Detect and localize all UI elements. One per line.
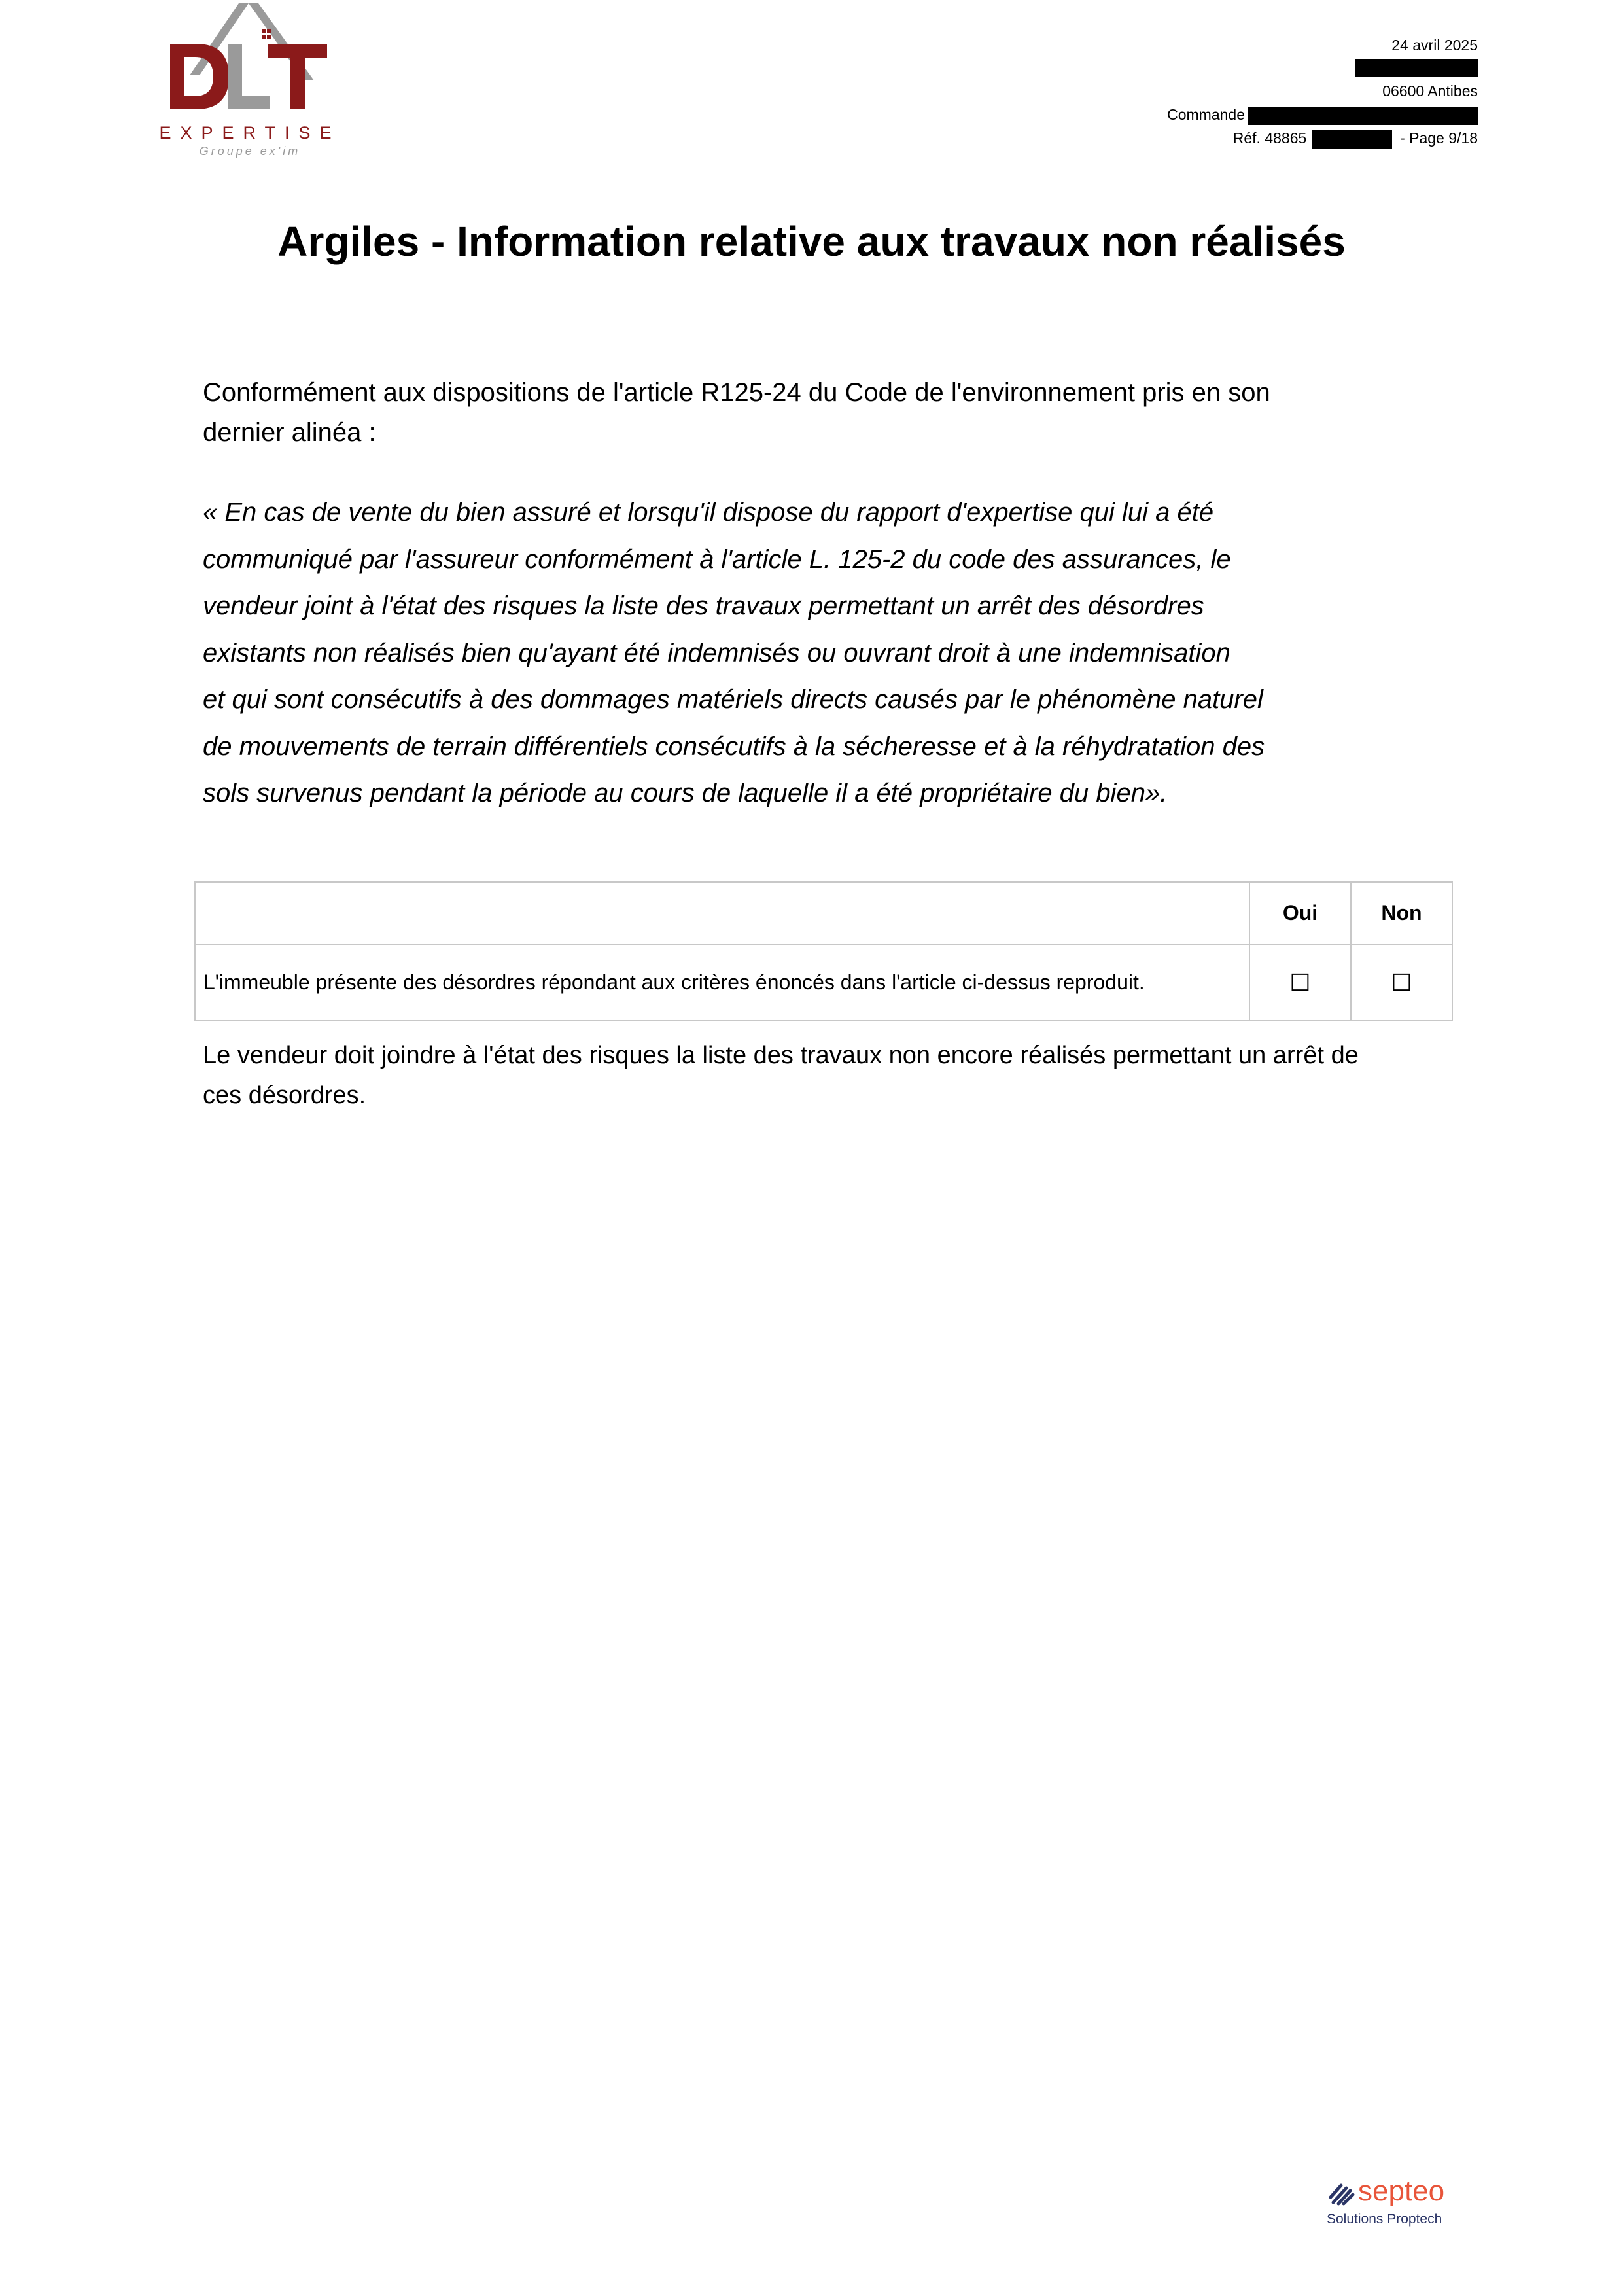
closing-line: ces désordres. — [203, 1082, 366, 1109]
septeo-wordmark: septeo — [1358, 2175, 1445, 2207]
closing-paragraph — [203, 1036, 1446, 1116]
intro-line: Conformément aux dispositions de l'article R125-24 du Code de l'environnement pris en son — [203, 378, 1270, 407]
page-number: - Page 9/18 — [1400, 130, 1478, 147]
intro-line: dernier alinéa : — [203, 418, 376, 447]
dlt-logo-graphic — [150, 3, 347, 121]
redacted-address — [1355, 58, 1478, 77]
table-header-row — [195, 882, 1452, 944]
redacted-reference — [1312, 130, 1392, 149]
order-line — [1167, 106, 1478, 125]
header-empty — [195, 882, 1249, 944]
septeo-logo — [1327, 2171, 1471, 2236]
quote-line: communiqué par l'assureur conformément à l'article L. 125-2 du code des assurances, le — [203, 544, 1231, 574]
reference-label: Réf. 48865 — [1232, 130, 1307, 147]
order-label: Commande — [1167, 106, 1245, 123]
quote-line: vendeur joint à l'état des risques la liste des travaux permettant un arrêt des désordres — [203, 592, 1204, 620]
redacted-order — [1248, 107, 1478, 125]
checkbox-non[interactable]: ☐ — [1351, 944, 1452, 1021]
document-date: 24 avril 2025 — [1391, 37, 1478, 54]
reference-line — [1233, 130, 1478, 149]
intro-paragraph — [203, 373, 1433, 453]
criteria-description: L'immeuble présente des désordres répondant aux critères énoncés dans l'article ci-dessus reproduit. — [195, 944, 1249, 1021]
header-oui: Oui — [1249, 882, 1351, 944]
checkbox-oui[interactable]: ☐ — [1249, 944, 1351, 1021]
logo-subtitle: Groupe ex'im — [199, 145, 301, 158]
quote-line: de mouvements de terrain différentiels consécutifs à la sécheresse et à la réhydratation des — [203, 732, 1265, 761]
header-non: Non — [1351, 882, 1452, 944]
septeo-tagline: Solutions Proptech — [1327, 2212, 1442, 2227]
quote-line: existants non réalisés bien qu'ayant été indemnisés ou ouvrant droit à une indemnisation — [203, 638, 1230, 667]
quote-line: sols survenus pendant la période au cours de laquelle il a été propriétaire du bien». — [203, 779, 1168, 807]
table-row — [195, 944, 1452, 1021]
quote-line: « En cas de vente du bien assuré et lorsqu'il dispose du rapport d'expertise qui lui a été — [203, 498, 1214, 527]
legal-quote — [203, 489, 1446, 817]
document-city: 06600 Antibes — [1382, 82, 1478, 99]
closing-line: Le vendeur doit joindre à l'état des risques la liste des travaux non encore réalisés permettant un arrêt de — [203, 1042, 1359, 1069]
quote-line: et qui sont consécutifs à des dommages matériels directs causés par le phénomène naturel — [203, 685, 1263, 714]
page-title: Argiles - Information relative aux travaux non réalisés — [277, 218, 1346, 265]
logo-wordmark: EXPERTISE — [159, 123, 341, 143]
criteria-table — [194, 881, 1453, 1021]
